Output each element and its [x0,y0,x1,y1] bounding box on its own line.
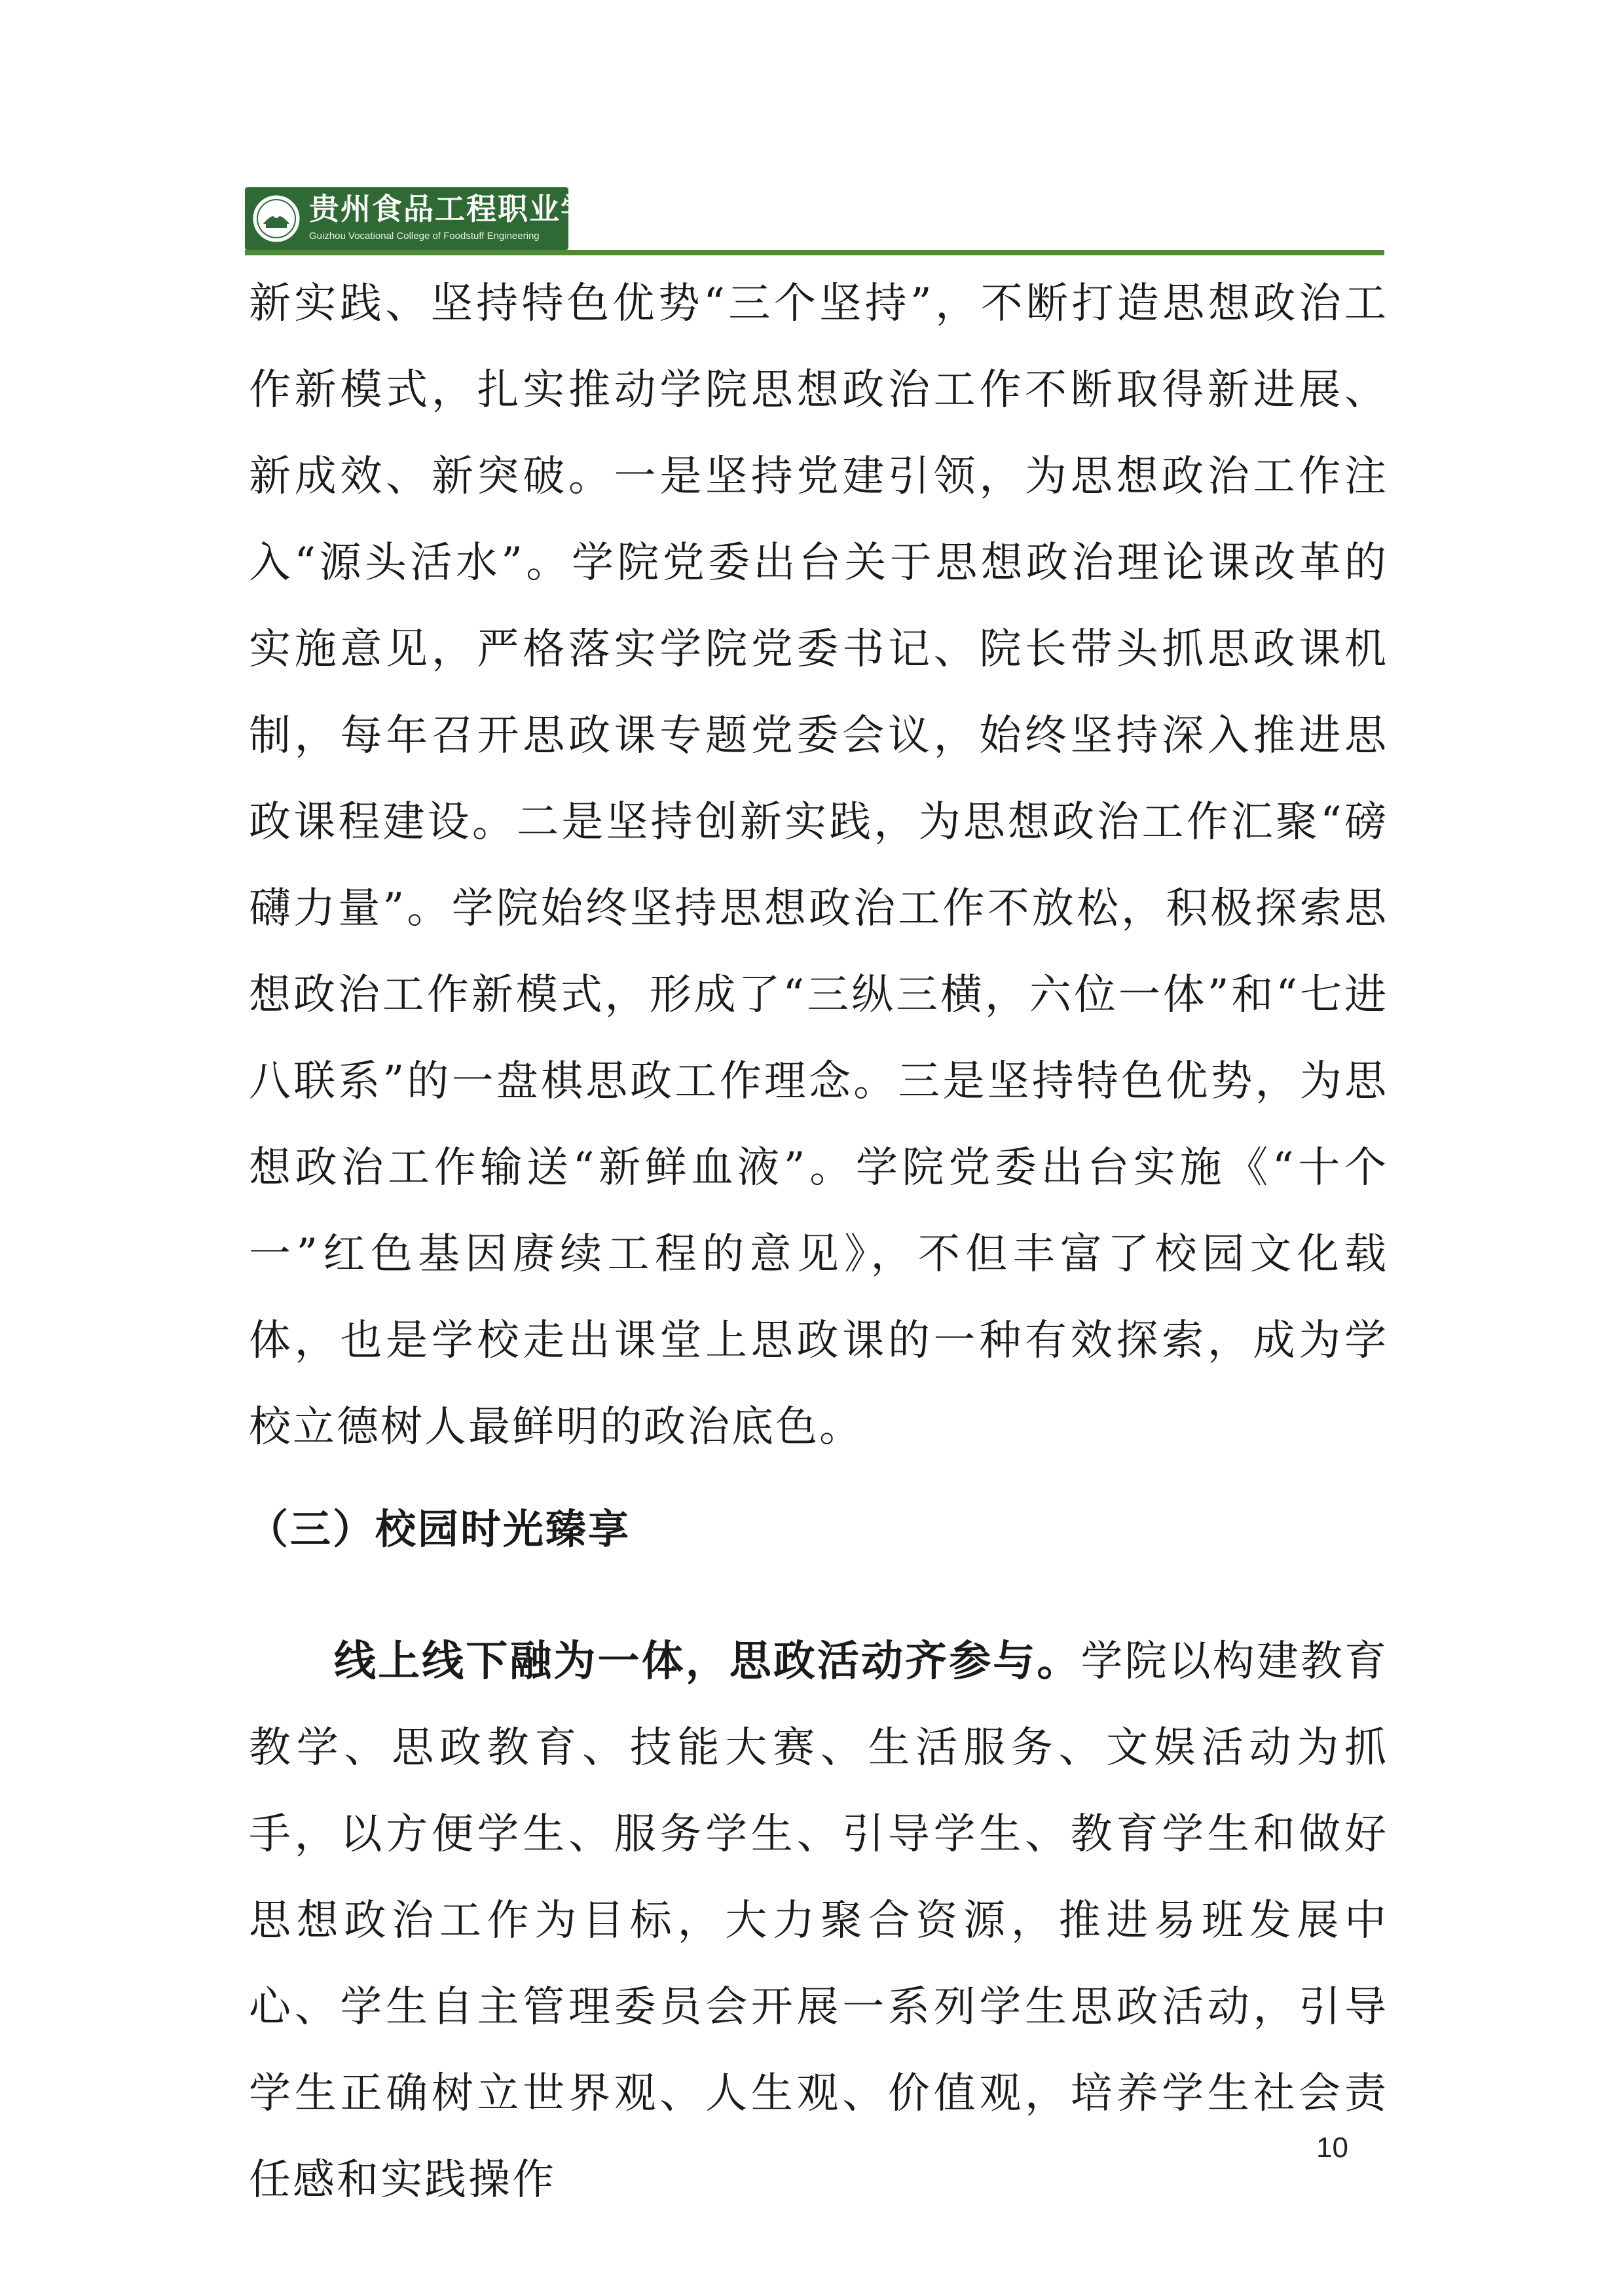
paragraph-lead: 线上线下融为一体，思政活动齐参与。 [334,1637,1081,1686]
section-heading: （三）校园时光臻享 [248,1505,631,1553]
header-divider [245,250,1384,255]
page-number: 10 [1316,2132,1348,2164]
paragraph-text: 学院以构建教育教学、思政教育、技能大赛、生活服务、文娱活动为抓手，以方便学生、服务学生、引导学生、教育学生和做好思想政治工作为目标，大力聚合资源，推进易班发展中心、学生自主管理委员会开展一系列学生思政活动，引导学生正确树立世界观、人生观、价值观，培养学生社会责任感和实践操作 [249,1637,1389,2204]
page-header [245,187,1384,255]
logo-english-name: Guizhou Vocational College of Foodstuff Engineering [309,230,540,242]
college-logo [245,187,623,250]
logo-chinese-name: 贵州食品工程职业学院 [309,191,623,227]
body-paragraph-1: 新实践、坚持特色优势“三个坚持”，不断打造思想政治工作新模式，扎实推动学院思想政治工作不断取得新进展、新成效、新突破。一是坚持党建引领，为思想政治工作注入“源头活水”。学院党委出台关于思想政治理论课改革的实施意见，严格落实学院党委书记、院长带头抓思政课机制，每年召开思政课专题党委会议，始终坚持深入推进思政课程建设。二是坚持创新实践，为思想政治工作汇聚“磅礴力量”。学院始终坚持思想政治工作不放松，积极探索思想政治工作新模式，形成了“三纵三横，六位一体”和“七进八联系”的一盘棋思政工作理念。三是坚持特色优势，为思想政治工作输送“新鲜血液”。学院党委出台实施《“十个一”红色基因赓续工程的意见》，不但丰富了校园文化载体，也是学校走出课堂上思政课的一种有效探索，成为学校立德树人最鲜明的政治底色。 [249,280,1388,1451]
body-paragraph-2 [249,1618,1388,2223]
college-emblem-icon [250,192,303,245]
